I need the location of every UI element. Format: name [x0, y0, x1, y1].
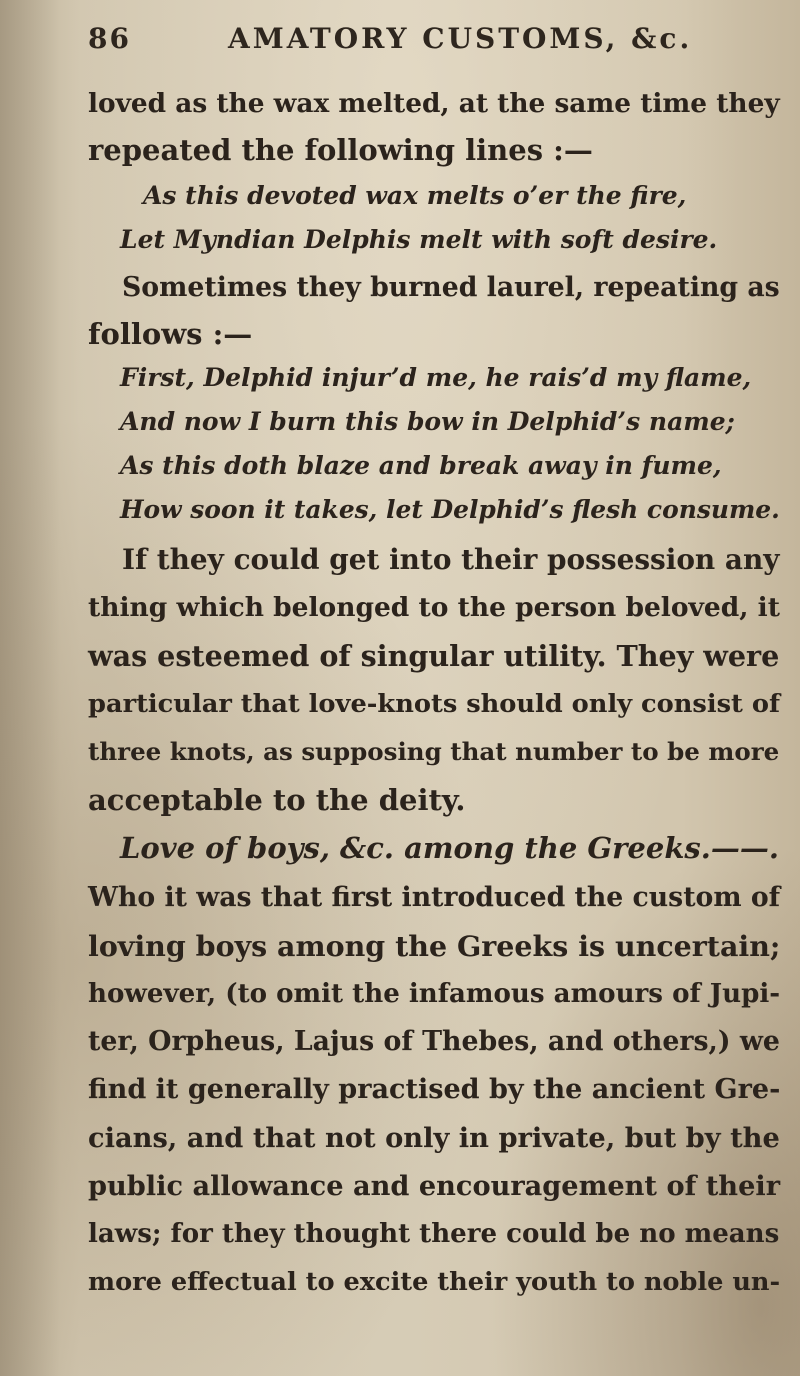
- section-heading: Love of boys, &c. among the Greeks.——.: [120, 831, 779, 865]
- text-line: acceptable to the deity.: [88, 783, 466, 817]
- text-line: loving boys among the Greeks is uncertain;: [88, 929, 781, 963]
- page-shadow: [0, 0, 60, 1376]
- verse-line: As this devoted wax melts o’er the fire,: [143, 181, 687, 210]
- text-line: laws; for they thought there could be no means: [88, 1219, 780, 1249]
- text-line: follows :—: [88, 317, 253, 351]
- text-line: more effectual to excite their youth to noble un-: [88, 1267, 781, 1297]
- verse-line: Let Myndian Delphis melt with soft desire.: [120, 225, 718, 254]
- text-line: Sometimes they burned laurel, repeating as: [122, 272, 780, 303]
- text-line: Who it was that first introduced the custom of: [88, 882, 781, 913]
- verse-line: As this doth blaze and break away in fume,: [120, 451, 722, 480]
- text-line: thing which belonged to the person beloved, it: [88, 592, 780, 623]
- text-line: repeated the following lines :—: [88, 133, 593, 167]
- verse-line: First, Delphid injur’d me, he rais’d my flame,: [120, 363, 752, 392]
- text-line: particular that love-knots should only consist of: [88, 689, 780, 719]
- page-header: [88, 22, 778, 64]
- text-line: ter, Orpheus, Lajus of Thebes, and others,) we: [88, 1026, 780, 1057]
- text-line: however, (to omit the infamous amours of Jupi-: [88, 978, 781, 1009]
- text-line: three knots, as supposing that number to be more: [88, 737, 780, 766]
- text-line: find it generally practised by the ancient Gre-: [88, 1074, 781, 1105]
- text-line: was esteemed of singular utility. They were: [88, 639, 780, 673]
- text-line: loved as the wax melted, at the same time they: [88, 88, 780, 119]
- text-line: cians, and that not only in private, but by the: [88, 1122, 780, 1154]
- text-line: public allowance and encouragement of their: [88, 1170, 781, 1202]
- text-line: If they could get into their possession any: [122, 543, 780, 576]
- verse-line: And now I burn this bow in Delphid’s name;: [120, 407, 735, 436]
- page-number: 86: [88, 22, 131, 55]
- verse-line: How soon it takes, let Delphid’s flesh consume.: [120, 495, 780, 524]
- running-title: AMATORY CUSTOMS, &c.: [228, 22, 693, 55]
